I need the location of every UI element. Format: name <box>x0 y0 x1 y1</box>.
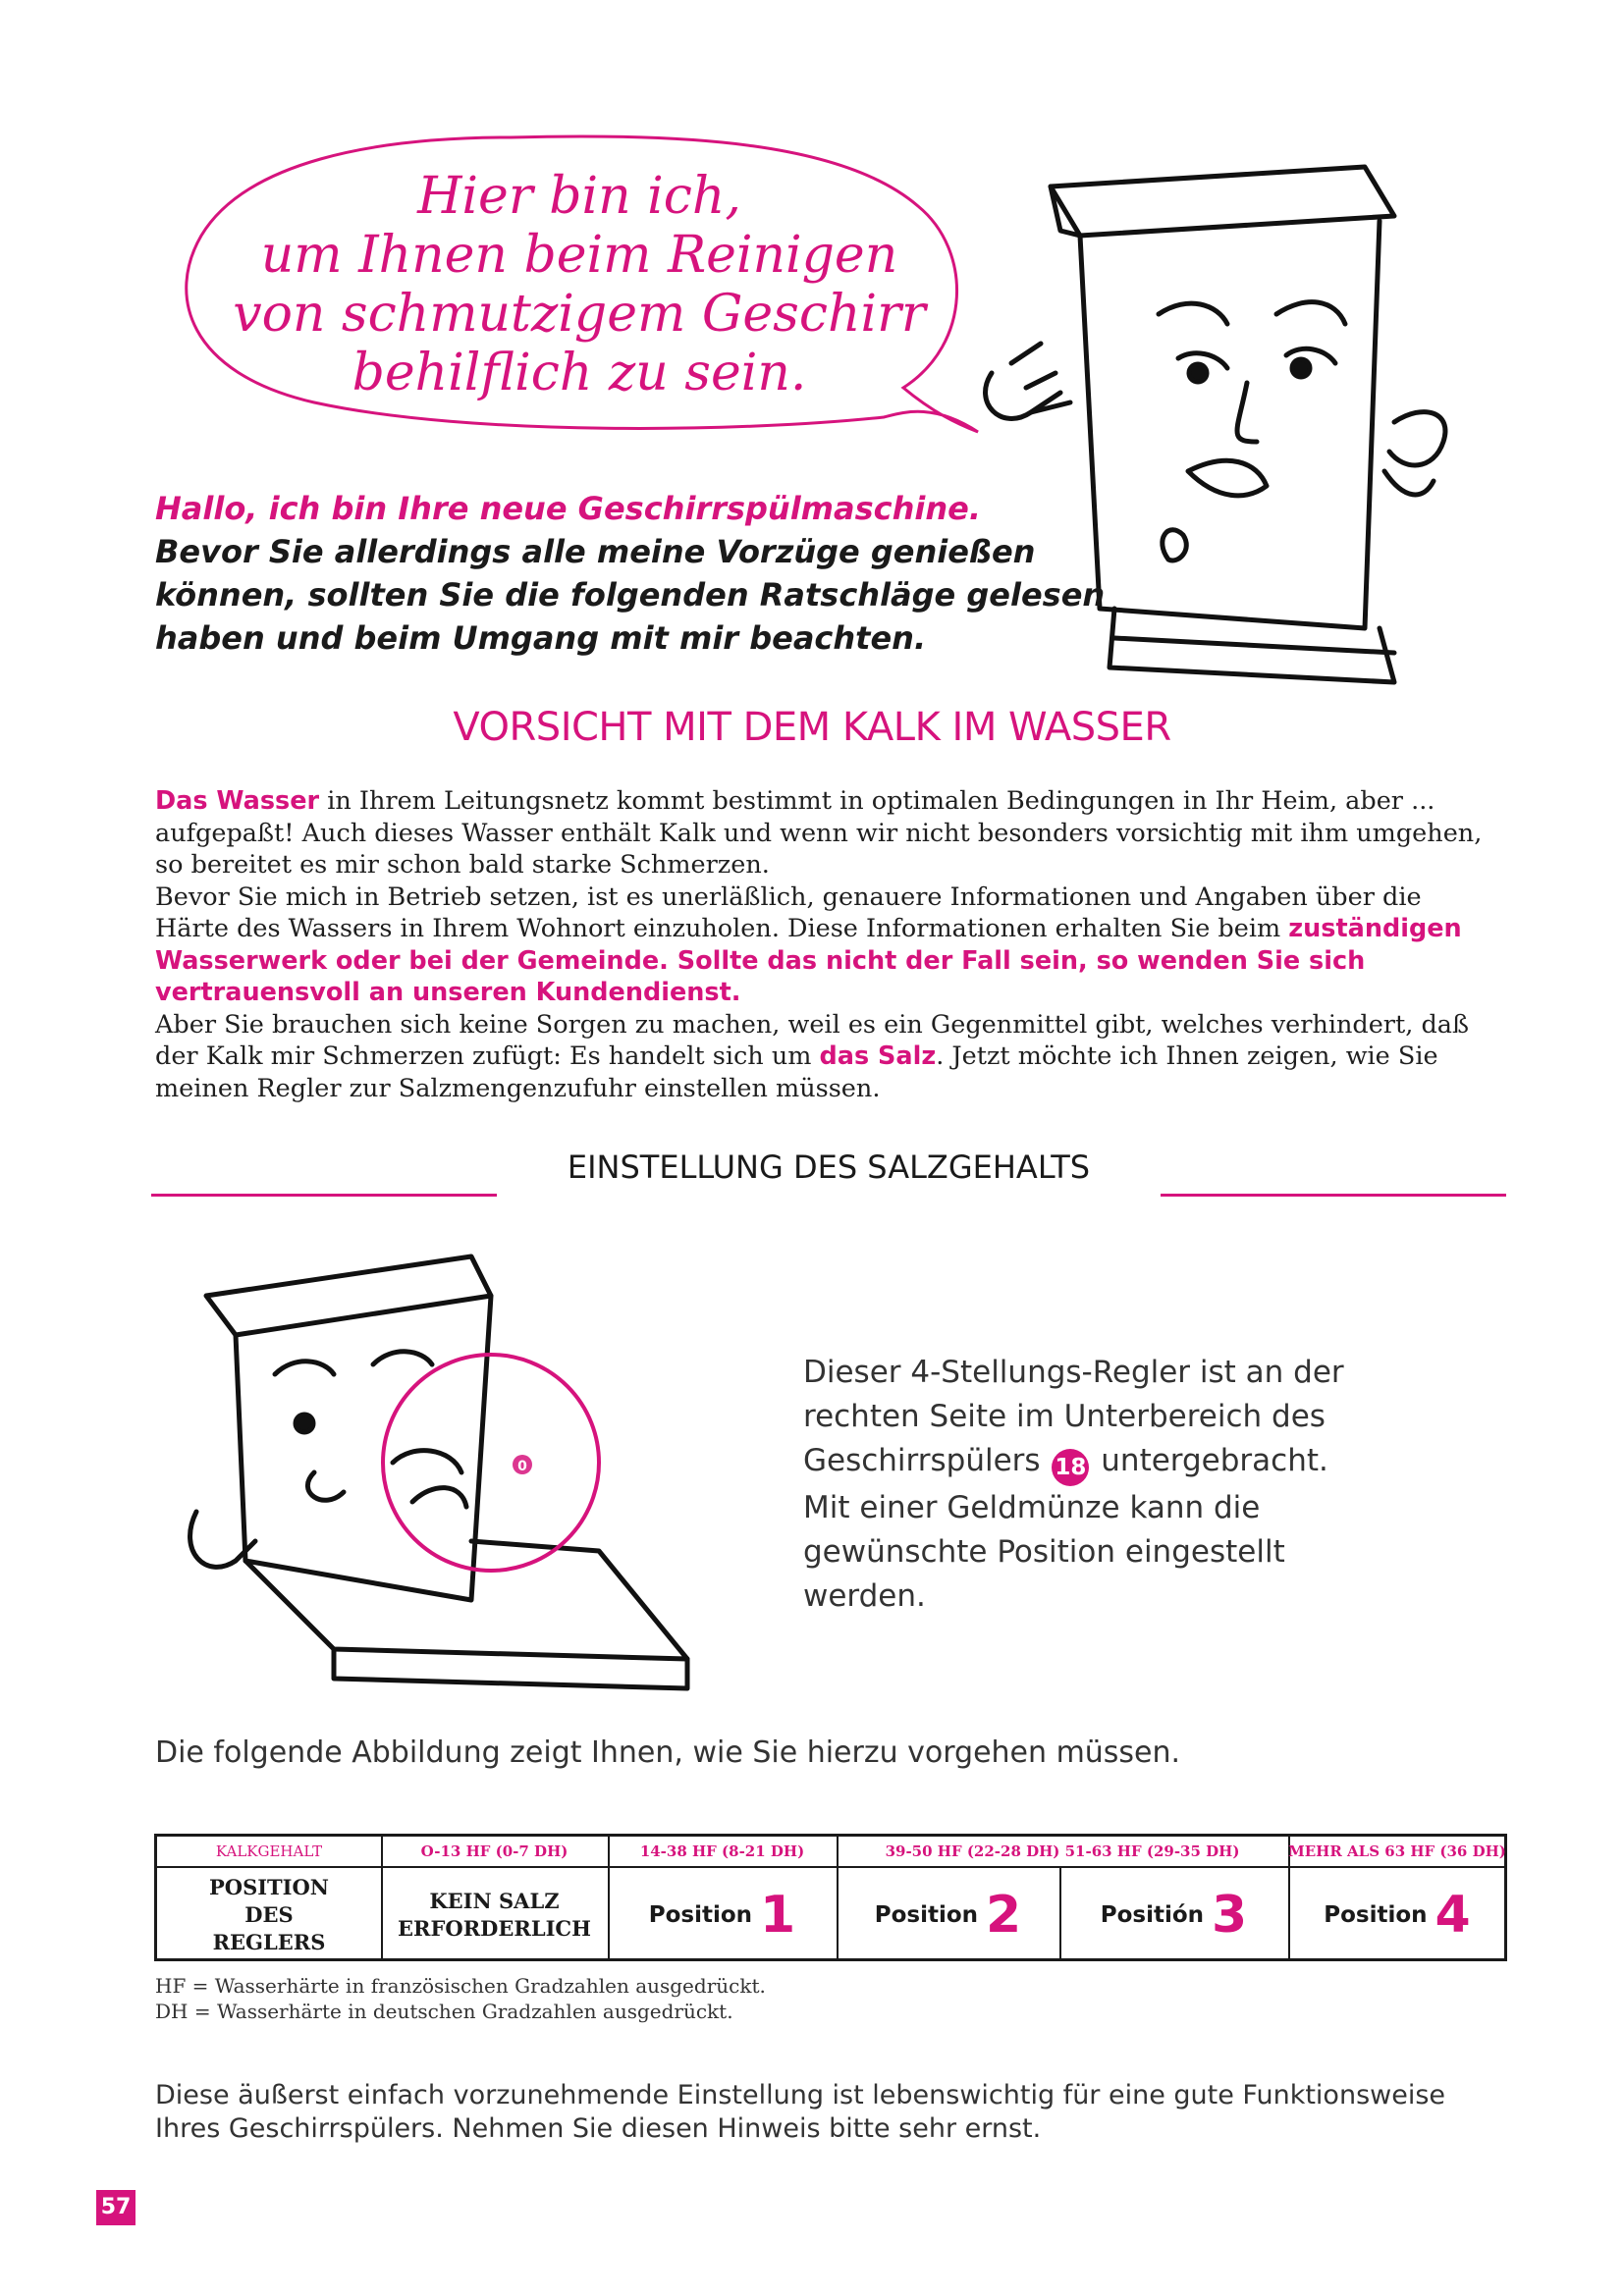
footnote-hf: HF = Wasserhärte in französischen Gradzahlen ausgedrückt. <box>155 1974 766 1998</box>
intro-line: können, sollten Sie die folgenden Ratschläge gelesen <box>155 576 1106 614</box>
bubble-line: von schmutzigem Geschirr <box>233 285 926 344</box>
magnifier-circle <box>383 1355 599 1571</box>
highlight-text: das Salz <box>819 1041 937 1071</box>
table-cell-no-salt: KEIN SALZ ERFORDERLICH <box>398 1888 591 1941</box>
table-header-cell: MEHR ALS 63 HF (36 DH) <box>1288 1842 1506 1860</box>
table-cell-position: Position 2 <box>874 1885 1022 1945</box>
salz-heading-title: EINSTELLUNG DES SALZGEHALTS <box>567 1148 1091 1186</box>
reference-badge: 18 <box>1052 1449 1089 1486</box>
section-heading-kalk: VORSICHT MIT DEM KALK IM WASSER <box>453 705 1171 750</box>
dial-marker-label: 0 <box>517 1459 527 1474</box>
kalk-section-body <box>155 785 1490 1104</box>
page-number: 57 <box>96 2190 135 2225</box>
intro-line: haben und beim Umgang mit mir beachten. <box>155 619 927 657</box>
table-header-cell: 14-38 HF (8-21 DH) <box>639 1842 805 1860</box>
table-cell-position: Position 4 <box>1324 1885 1471 1945</box>
bubble-line: Hier bin ich, <box>417 167 741 226</box>
footnote-dh: DH = Wasserhärte in deutschen Gradzahlen ausgedrückt. <box>155 2000 733 2023</box>
speech-bubble-text <box>226 167 933 402</box>
regler-description: Dieser 4-Stellungs-Regler ist an der rechten Seite im Unterbereich des Geschirrspülers 18 untergebracht. Mit einer Geldmünze kann die gewünschte Position eingestellt werden. <box>803 1355 1344 1614</box>
table-cell-position: Positión 3 <box>1100 1885 1248 1945</box>
heading-rule-right <box>1161 1194 1506 1197</box>
table-cell-position: Position 1 <box>648 1885 796 1945</box>
kalk-paragraph-3: Aber Sie brauchen sich keine Sorgen zu machen, weil es ein Gegenmittel gibt, welches verhindert, daß der Kalk mir Schmerzen zufügt: Es handelt sich um das Salz. Jetzt möchte ich Ihnen zeigen, wie Sie meinen Regler zur Salzmengenzufuhr einstellen müssen. <box>155 1009 1470 1103</box>
highlight-text: Das Wasser <box>155 786 320 816</box>
kalk-paragraph-2: Bevor Sie mich in Betrieb setzen, ist es unerläßlich, genauere Informationen und Angaben über die Härte des Wassers in Ihrem Wohnort einzuholen. Diese Informationen erhalten Sie beim zuständigen Wasserwerk oder bei der Gemeinde. Sollte das nicht der Fall sein, so wenden Sie sich vertrauensvoll an unseren Kundendienst. <box>155 881 1462 1007</box>
closing-paragraph: Diese äußerst einfach vorzunehmende Einstellung ist lebenswichtig für eine gute Funktionsweise Ihres Geschirrspülers. Nehmen Sie diesen Hinweis bitte sehr ernst. <box>155 2080 1446 2144</box>
bubble-line: um Ihnen beim Reinigen <box>260 226 898 285</box>
kalk-paragraph-1: Das Wasser in Ihrem Leitungsnetz kommt bestimmt in optimalen Bedingungen in Ihr Heim, aber ... aufgepaßt! Auch dieses Wasser enthält Kalk und wenn wir nicht besonders vorsichtig mit ihm umgehen, so bereitet es mir schon bald starke Schmerzen. <box>155 786 1483 880</box>
section-heading-salz <box>151 1148 1506 1198</box>
intro-greeting: Hallo, ich bin Ihre neue Geschirrspülmaschine. <box>155 490 982 527</box>
intro-line: Bevor Sie allerdings alle meine Vorzüge genießen <box>155 533 1036 570</box>
table-row-label: POSITION DES REGLERS <box>208 1874 329 1954</box>
table-intro-text: Die folgende Abbildung zeigt Ihnen, wie Sie hierzu vorgehen müssen. <box>155 1735 1181 1770</box>
highlight-text: zuständigen Wasserwerk oder bei der Gemeinde. Sollte das nicht der Fall sein, so wenden Sie sich vertrauensvoll an unseren Kundendienst. <box>155 914 1462 1007</box>
bubble-line: behilflich zu sein. <box>352 344 807 402</box>
dishwasher-dial-illustration <box>177 1237 727 1718</box>
intro-paragraph <box>155 487 1117 660</box>
table-header-cell: 39-50 HF (22-28 DH) 51-63 HF (29-35 DH) <box>885 1842 1240 1860</box>
table-footnotes <box>155 1973 766 2024</box>
table-header-cell: O-13 HF (0-7 DH) <box>420 1842 568 1860</box>
heading-rule-left <box>151 1194 497 1197</box>
salt-setting-table <box>154 1834 1507 1961</box>
table-header-cell: KALKGEHALT <box>215 1842 323 1860</box>
